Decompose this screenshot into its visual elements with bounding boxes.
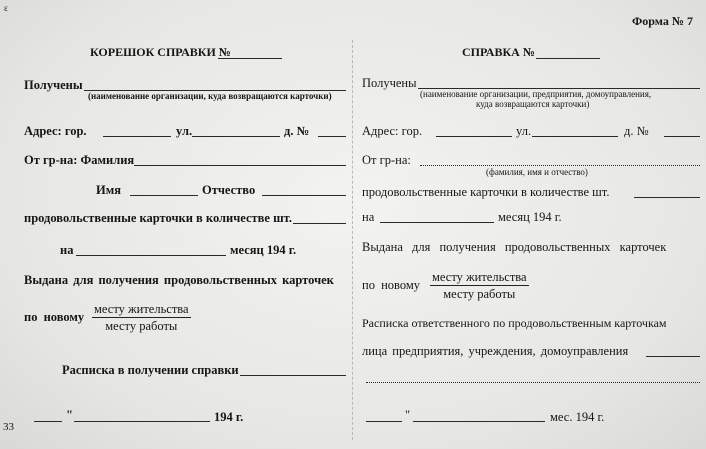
stub-received-label: Получены <box>24 78 83 92</box>
stub-title: КОРЕШОК СПРАВКИ № <box>90 45 231 59</box>
cert-number-field[interactable] <box>536 58 600 59</box>
stub-name-field[interactable] <box>130 195 198 196</box>
cert-day-field[interactable] <box>366 421 402 422</box>
stub-month-field[interactable] <box>76 255 226 256</box>
margin-mark-bottom: 33 <box>3 421 14 433</box>
stub-from-label: От гр-на: Фамилия <box>24 153 135 167</box>
cert-received-note-2: куда возвращаются карточки) <box>476 99 590 109</box>
cert-fio-note: (фамилия, имя и отчество) <box>486 167 588 177</box>
cert-date-month-field[interactable] <box>413 421 545 422</box>
stub-date-quote: " <box>66 408 73 422</box>
cert-address-label: Адрес: гор. <box>362 124 423 138</box>
cert-street-label: ул. <box>516 124 532 138</box>
margin-mark-top: ε <box>4 3 8 13</box>
stub-month-prefix: на <box>60 243 74 257</box>
cert-received-label: Получены <box>362 76 417 90</box>
stub-place-fraction <box>92 302 191 333</box>
form-number: Форма № 7 <box>632 14 693 28</box>
cert-month-suffix: месяц 194 г. <box>498 210 562 224</box>
cert-org-text: лица предприятия, учреждения, домоуправления <box>362 344 629 358</box>
stub-house-label: д. № <box>284 124 310 138</box>
cert-issued-text: Выдана для получения продовольственных карточек <box>362 240 667 254</box>
cert-received-note-1: (наименование организации, предприятия, домоуправления, <box>420 89 652 99</box>
stub-city-field[interactable] <box>103 136 171 137</box>
stub-address-label: Адрес: гор. <box>24 124 87 138</box>
stub-surname-field[interactable] <box>134 165 346 166</box>
stub-street-label: ул. <box>176 124 193 138</box>
cert-fio-field[interactable] <box>420 165 700 166</box>
cert-by-new: по новому <box>362 278 420 292</box>
stub-street-field[interactable] <box>192 136 280 137</box>
stub-name-label: Имя <box>96 183 121 197</box>
stub-month-suffix: месяц 194 г. <box>230 243 297 257</box>
cert-residence: месту жительства <box>432 270 527 284</box>
stub-day-field[interactable] <box>34 421 62 422</box>
stub-received-note: (наименование организации, куда возвращаются карточки) <box>88 91 332 101</box>
stub-house-field[interactable] <box>318 136 346 137</box>
cert-responsible-text: Расписка ответственного по продовольственным карточкам <box>362 316 667 330</box>
stub-patronymic-field[interactable] <box>262 195 346 196</box>
cert-cards-field[interactable] <box>634 197 700 198</box>
cert-house-field[interactable] <box>664 136 700 137</box>
stub-cards-field[interactable] <box>293 223 346 224</box>
stub-patronymic-label: Отчество <box>202 183 256 197</box>
cert-date-quote: " <box>405 408 411 422</box>
cert-place-fraction <box>430 270 529 301</box>
cert-title: СПРАВКА № <box>462 45 535 59</box>
stub-date-month-field[interactable] <box>74 421 210 422</box>
cert-street-field[interactable] <box>532 136 618 137</box>
cert-city-field[interactable] <box>436 136 512 137</box>
cert-month-field[interactable] <box>380 222 494 223</box>
stub-number-field[interactable] <box>218 58 282 59</box>
stub-year: 194 г. <box>214 410 244 424</box>
cert-cards-label: продовольственные карточки в количестве шт. <box>362 185 610 199</box>
stub-residence: месту жительства <box>94 302 189 316</box>
cert-from-label: От гр-на: <box>362 153 411 167</box>
stub-receipt-field[interactable] <box>240 375 346 376</box>
cert-house-label: д. № <box>624 124 649 138</box>
cert-work: месту работы <box>443 287 516 301</box>
cert-month-year: мес. 194 г. <box>550 410 605 424</box>
stub-cards-label: продовольственные карточки в количестве шт. <box>24 211 292 225</box>
stub-receipt-label: Расписка в получении справки <box>62 363 239 377</box>
stub-issued-text: Выдана для получения продовольственных карточек <box>24 273 334 287</box>
stub-divider <box>352 40 353 440</box>
cert-month-prefix: на <box>362 210 375 224</box>
stub-work: месту работы <box>105 319 178 333</box>
cert-org-field-2[interactable] <box>366 382 700 383</box>
cert-org-field[interactable] <box>646 356 700 357</box>
stub-by-new: по новому <box>24 310 85 324</box>
